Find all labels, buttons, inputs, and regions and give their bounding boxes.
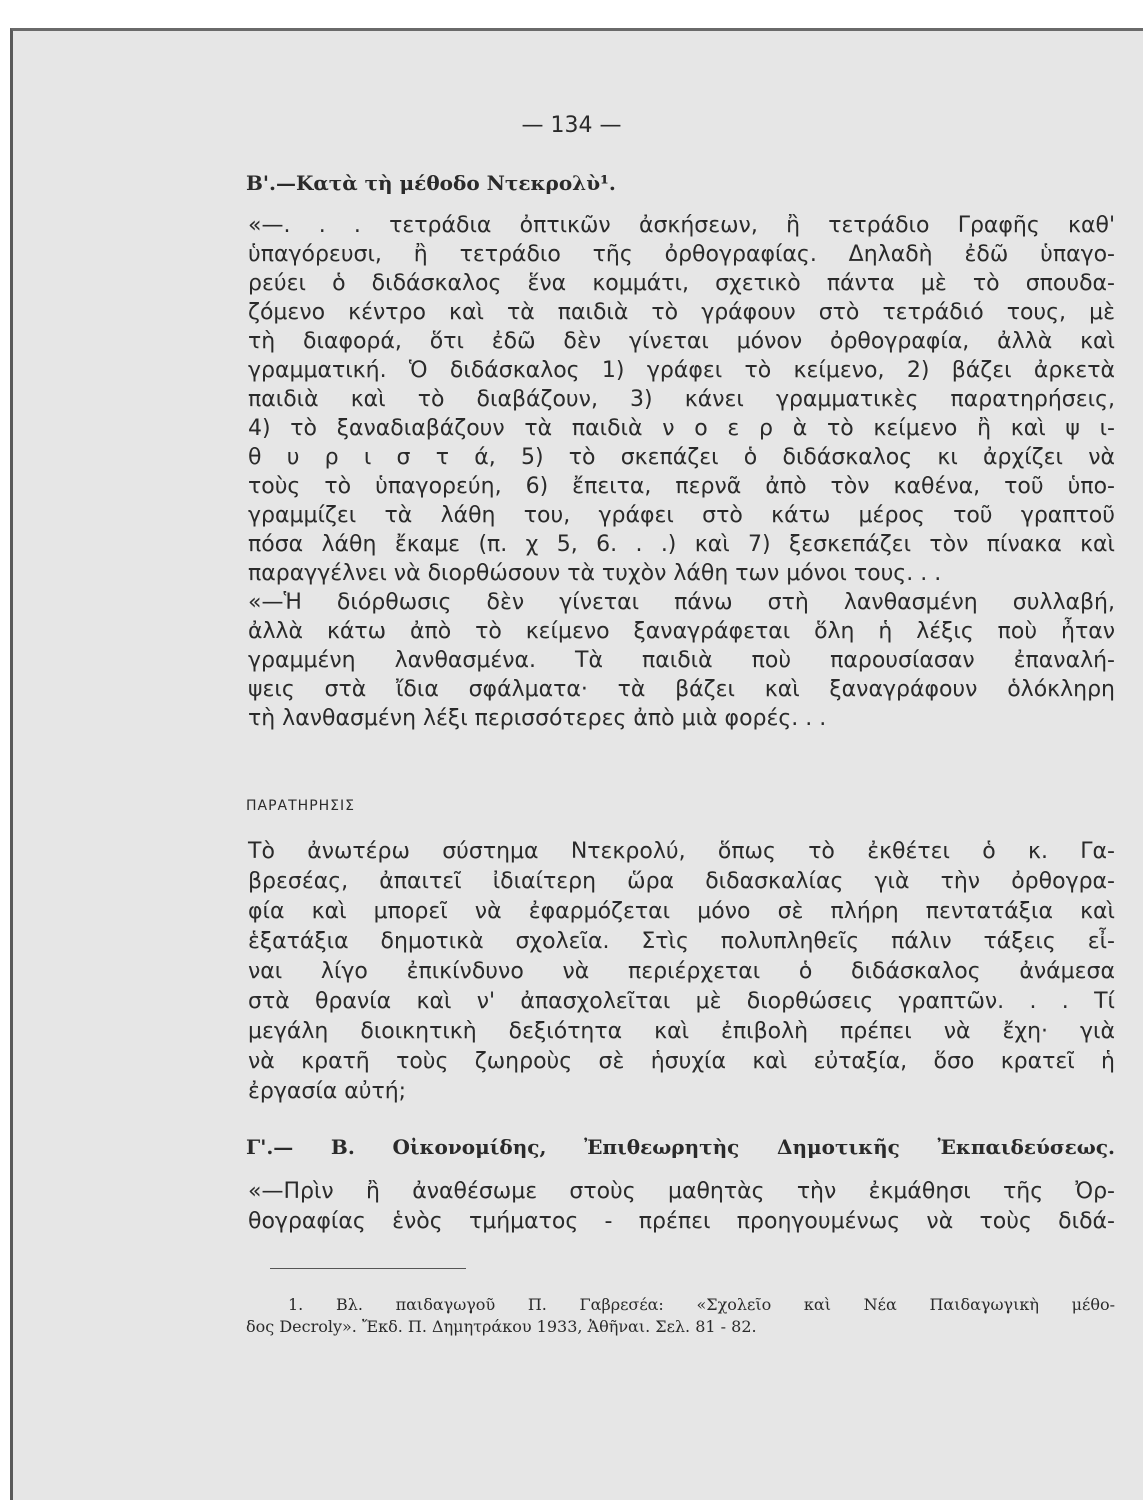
section-heading-g: Γ'.— Β. Οἰκονομίδης, Ἐπιθεωρητὴς Δημοτικῆς Ἐκπαιδεύσεως. (246, 1135, 1115, 1159)
text-line: ζόμενο κέντρο καὶ τὰ παιδιὰ τὸ γράφουν στὸ τετράδιό τους, μὲ (248, 300, 1115, 325)
text-line: γραμματική. Ὁ διδάσκαλος 1) γράφει τὸ κείμενο, 2) βάζει ἀρκετὰ (248, 358, 1115, 383)
text-line: παιδιὰ καὶ τὸ διαβάζουν, 3) κάνει γραμματικὲς παρατηρήσεις, (248, 387, 1115, 412)
text-line: μεγάλη διοικητικὴ δεξιότητα καὶ ἐπιβολὴ πρέπει νὰ ἔχη· γιὰ (248, 1019, 1115, 1044)
text-line: θ υ ρ ι σ τ ά, 5) τὸ σκεπάζει ὁ διδάσκαλος κι ἀρχίζει νὰ (248, 445, 1115, 470)
text-line: ρεύει ὁ διδάσκαλος ἕνα κομμάτι, σχετικὸ πάντα μὲ τὸ σπουδα- (248, 271, 1115, 296)
text-line: στὰ θρανία καὶ ν' ἀπασχολεῖται μὲ διορθώσεις γραπτῶν. . . Τί (248, 989, 1115, 1014)
text-line: ψεις στὰ ἴδια σφάλματα· τὰ βάζει καὶ ξαναγράφουν ὁλόκληρη (248, 677, 1115, 702)
text-line: «—Πρὶν ἢ ἀναθέσωμε στοὺς μαθητὰς τὴν ἐκμάθησι τῆς Ὀρ- (248, 1179, 1115, 1204)
footnote-rule (270, 1268, 466, 1269)
text-line: 4) τὸ ξαναδιαβάζουν τὰ παιδιὰ ν ο ε ρ ὰ τὸ κείμενο ἢ καὶ ψ ι- (248, 416, 1115, 441)
text-line: γραμμίζει τὰ λάθη του, γράφει στὸ κάτω μέρος τοῦ γραπτοῦ (248, 503, 1115, 528)
footnote-line: 1. Βλ. παιδαγωγοῦ Π. Γαβρεσέα: «Σχολεῖο καὶ Νέα Παιδαγωγικὴ μέθο- (288, 1295, 1115, 1314)
text-line: τὴ διαφορά, ὅτι ἐδῶ δὲν γίνεται μόνον ὀρθογραφία, ἀλλὰ καὶ (248, 329, 1115, 354)
text-line: ἐργασία αὐτή; (248, 1079, 407, 1104)
text-line: γραμμένη λανθασμένα. Τὰ παιδιὰ ποὺ παρουσίασαν ἐπαναλή- (248, 648, 1115, 673)
text-line: τοὺς τὸ ὑπαγορεύη, 6) ἔπειτα, περνᾶ ἀπὸ τὸν καθένα, τοῦ ὑπο- (248, 474, 1115, 499)
text-line: πόσα λάθη ἔκαμε (π. χ 5, 6. . .) καὶ 7) ξεσκεπάζει τὸν πίνακα καὶ (248, 532, 1115, 557)
text-line: «—Ἡ διόρθωσις δὲν γίνεται πάνω στὴ λανθασμένη συλλαβή, (248, 590, 1115, 615)
text-line: τὴ λανθασμένη λέξι περισσότερες ἀπὸ μιὰ φορές. . . (248, 706, 827, 731)
remarks-label: ΠΑΡΑΤΗΡΗΣΙΣ (246, 798, 355, 814)
text-line: Τὸ ἀνωτέρω σύστημα Ντεκρολύ, ὅπως τὸ ἐκθέτει ὁ κ. Γα- (248, 839, 1115, 864)
text-line: θογραφίας ἑνὸς τμήματος - πρέπει προηγουμένως νὰ τοὺς διδά- (248, 1209, 1115, 1234)
footnote-line: δος Decroly». Ἔκδ. Π. Δημητράκου 1933, Ἀθῆναι. Σελ. 81 - 82. (246, 1317, 757, 1336)
text-line: ἀλλὰ κάτω ἀπὸ τὸ κείμενο ξαναγράφεται ὅλη ἡ λέξις ποὺ ἦταν (248, 619, 1115, 644)
section-heading-b: Β'.—Κατὰ τὴ μέθοδο Ντεκρολὺ¹. (246, 171, 616, 195)
page-number: — 134 — (521, 113, 622, 138)
text-line: ναι λίγο ἐπικίνδυνο νὰ περιέρχεται ὁ διδάσκαλος ἀνάμεσα (248, 959, 1115, 984)
text-line: νὰ κρατῆ τοὺς ζωηροὺς σὲ ἡσυχία καὶ εὐταξία, ὅσο κρατεῖ ἡ (248, 1049, 1115, 1074)
text-line: ἑξατάξια δημοτικὰ σχολεῖα. Στὶς πολυπληθεῖς πάλιν τάξεις εἶ- (248, 929, 1115, 954)
text-line: παραγγέλνει νὰ διορθώσουν τὰ τυχὸν λάθη των μόνοι τους. . . (248, 561, 942, 586)
text-line: «—. . . τετράδια ὀπτικῶν ἀσκήσεων, ἢ τετράδιο Γραφῆς καθ' (248, 213, 1115, 238)
text-line: βρεσέας, ἀπαιτεῖ ἰδιαίτερη ὥρα διδασκαλίας γιὰ τὴν ὀρθογρα- (248, 869, 1115, 894)
text-line: ὑπαγόρευσι, ἢ τετράδιο τῆς ὀρθογραφίας. Δηλαδὴ ἐδῶ ὑπαγο- (248, 242, 1115, 267)
text-line: φία καὶ μπορεῖ νὰ ἐφαρμόζεται μόνο σὲ πλήρη πεντατάξια καὶ (248, 899, 1115, 924)
